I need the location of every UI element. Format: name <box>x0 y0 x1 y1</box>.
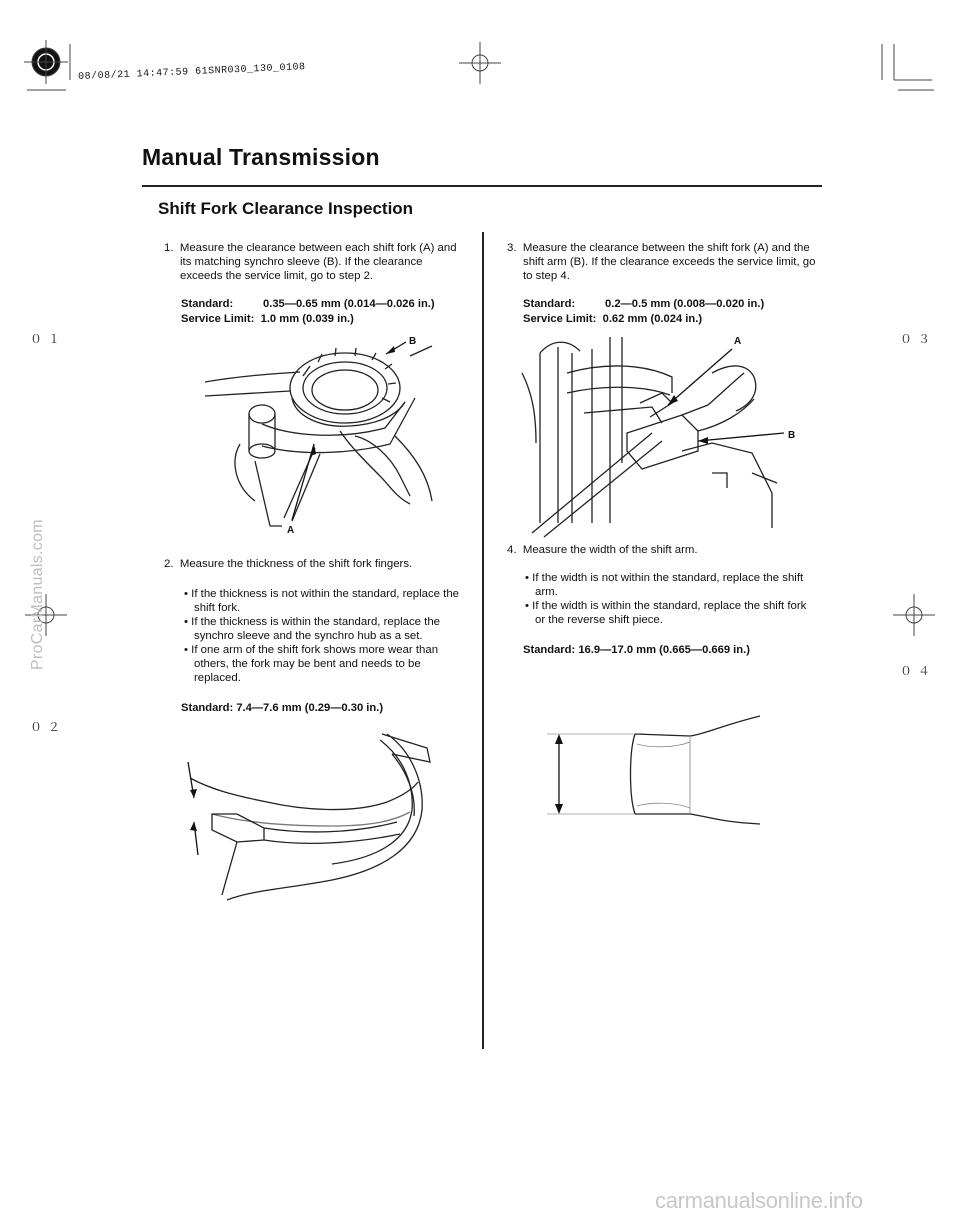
print-stamp: 08/08/21 14:47:59 61SNR030_130_0108 <box>78 62 306 83</box>
step-1-text: 1. Measure the clearance between each shift fork (A) and its matching synchro sleeve (B). If the clearance exceeds the service limit, go to step 2. <box>164 242 457 282</box>
step-1 <box>164 241 464 283</box>
footer-watermark: carmanualsonline.info <box>655 1188 863 1213</box>
bullet-item: • If the thickness is not within the standard, replace the shift fork. <box>184 588 459 614</box>
fork-finger-illustration <box>182 730 442 900</box>
spec-value: 0.62 mm (0.024 in.) <box>602 312 703 325</box>
step-4-bullets <box>523 571 807 627</box>
spec-label: Service Limit: <box>523 312 597 325</box>
callout-a: A <box>287 525 295 536</box>
spec-value: 0.2—0.5 mm (0.008—0.020 in.) <box>605 298 765 310</box>
step-3-specs <box>523 297 764 326</box>
page-marker-02: ０２ <box>30 721 67 735</box>
spec-label: Service Limit: <box>181 312 255 325</box>
page-title: Shift Fork Clearance Inspection <box>158 199 414 218</box>
callout-a-arm: A <box>734 336 742 347</box>
shift-fork-sleeve-illustration <box>200 336 440 536</box>
page-marker-01: ０１ <box>30 333 67 347</box>
header-rule <box>142 185 822 187</box>
shift-arm-illustration <box>522 333 792 528</box>
spec-label: Standard: <box>181 298 234 310</box>
side-watermark: ProCarManuals.com <box>29 519 46 670</box>
step-2-text: 2. Measure the thickness of the shift fork fingers. <box>164 558 413 570</box>
bullet-item: • If the width is within the standard, replace the shift fork or the reverse shift piece. <box>525 600 807 626</box>
page-marker-03: ０３ <box>900 333 937 347</box>
spec-value: 0.35—0.65 mm (0.014—0.026 in.) <box>263 298 435 310</box>
bullet-item: • If one arm of the shift fork shows more wear than others, the fork may be bent and needs to be replaced. <box>184 644 439 684</box>
shift-arm-width-illustration <box>545 712 765 832</box>
step-1-specs <box>181 297 435 326</box>
spec-label: Standard: <box>523 298 576 310</box>
bullet-item: • If the width is not within the standard, replace the shift arm. <box>525 572 804 598</box>
step-4-spec: Standard: 16.9—17.0 mm (0.665—0.669 in.) <box>523 644 750 656</box>
column-divider <box>482 232 484 1049</box>
step-3-text: 3. Measure the clearance between the shift fork (A) and the shift arm (B). If the clearance exceeds the service limit, go to step 4. <box>507 242 816 282</box>
page-marker-04: ０４ <box>900 665 937 679</box>
step-4-text: 4. Measure the width of the shift arm. <box>507 544 698 556</box>
spec-value: 1.0 mm (0.039 in.) <box>260 312 354 325</box>
step-2-spec: Standard: 7.4—7.6 mm (0.29—0.30 in.) <box>181 702 384 714</box>
step-2-bullets <box>182 587 466 685</box>
bullet-item: • If the thickness is within the standard, replace the synchro sleeve and the synchro hub as a set. <box>184 616 440 642</box>
callout-b-arm: B <box>788 430 796 441</box>
callout-b: B <box>409 336 417 347</box>
section-title: Manual Transmission <box>142 144 380 170</box>
